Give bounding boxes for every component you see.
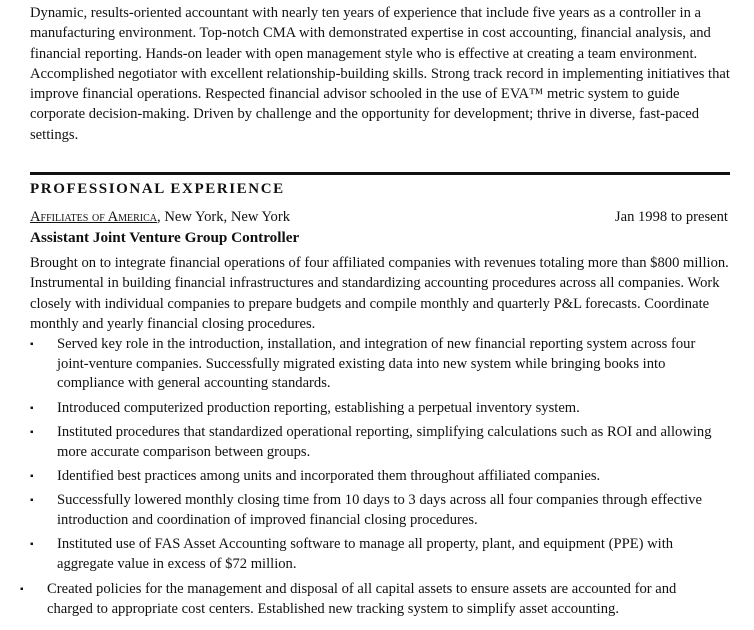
bullet-icon: ▪	[30, 470, 34, 482]
job-dates: Jan 1998 to present	[614, 209, 728, 225]
bullet-icon: ▪	[30, 339, 34, 350]
bullet-icon: ▪	[30, 426, 34, 438]
list-item	[30, 491, 730, 530]
job-title: Assistant Joint Venture Group Controller	[30, 229, 300, 246]
list-item-text: Instituted use of FAS Asset Accounting software to manage all property, plant, and equipment (PPE) with aggregate value in excess of $72 million.	[57, 536, 674, 572]
list-item	[30, 423, 730, 462]
achievement-list	[30, 335, 730, 579]
company-name: Affiliates of America	[30, 209, 158, 225]
section-divider	[30, 172, 730, 175]
job-location: , New York, New York	[157, 209, 291, 225]
list-item	[30, 467, 730, 487]
list-item-text: Created policies for the management and disposal of all capital assets to ensure assets are accounted for and charged to appropriate cost centers. Established new tracking system to simplify asset accounting.	[47, 581, 677, 617]
bullet-icon: ▪	[20, 584, 24, 595]
resume-page	[20, 0, 730, 617]
list-item-text: Instituted procedures that standardized operational reporting, simplifying calculations such as ROI and allowing more accurate comparison between groups.	[57, 423, 712, 460]
bullet-icon: ▪	[30, 539, 34, 551]
list-item-text: Identified best practices among units and incorporated them throughout affiliated companies.	[57, 467, 601, 484]
bullet-icon: ▪	[30, 495, 34, 507]
list-item	[30, 535, 730, 574]
job-description: Brought on to integrate financial operations of four affiliated companies with revenues totaling more than $800 million. Instrumental in building financial infrastructures and standardizing accounting procedures across all companies. Work closely with individual companies to prepare budgets and compile monthly and quarterly P&L forecasts. Coordinate monthly and yearly financial closing procedures.	[30, 255, 729, 332]
list-item	[30, 399, 730, 419]
list-item-text: Introduced computerized production reporting, establishing a perpetual inventory system.	[57, 399, 580, 416]
section-title: PROFESSIONAL EXPERIENCE	[30, 181, 285, 197]
outer-achievement-list	[20, 580, 720, 624]
summary-paragraph: Dynamic, results-oriented accountant with nearly ten years of experience that include five years as a controller in a manufacturing environment. Top-notch CMA with demonstrated expertise in cost accounting, financial analysis, and financial reporting. Hands-on leader with open management style who is effective at creating a team environment. Accomplished negotiator with excellent relationship-building skills. Strong track record in implementing initiatives that improve financial operations. Respected financial advisor schooled in the use of EVA™ metric system to guide corporate decision-making. Driven by challenge and the opportunity for development; thrive in diverse, fast-paced settings.	[30, 5, 730, 143]
job-header	[30, 209, 730, 229]
list-item	[30, 335, 730, 394]
list-item	[20, 580, 720, 619]
bullet-icon: ▪	[30, 402, 34, 414]
list-item-text: Served key role in the introduction, installation, and integration of new financial reporting system across four joint-venture companies. Successfully migrated existing data into new system while bringing books into compliance with general accounting standards.	[57, 336, 696, 392]
list-item-text: Successfully lowered monthly closing time from 10 days to 3 days across all four companies through effective introduction and coordination of improved financial closing procedures.	[57, 492, 702, 528]
